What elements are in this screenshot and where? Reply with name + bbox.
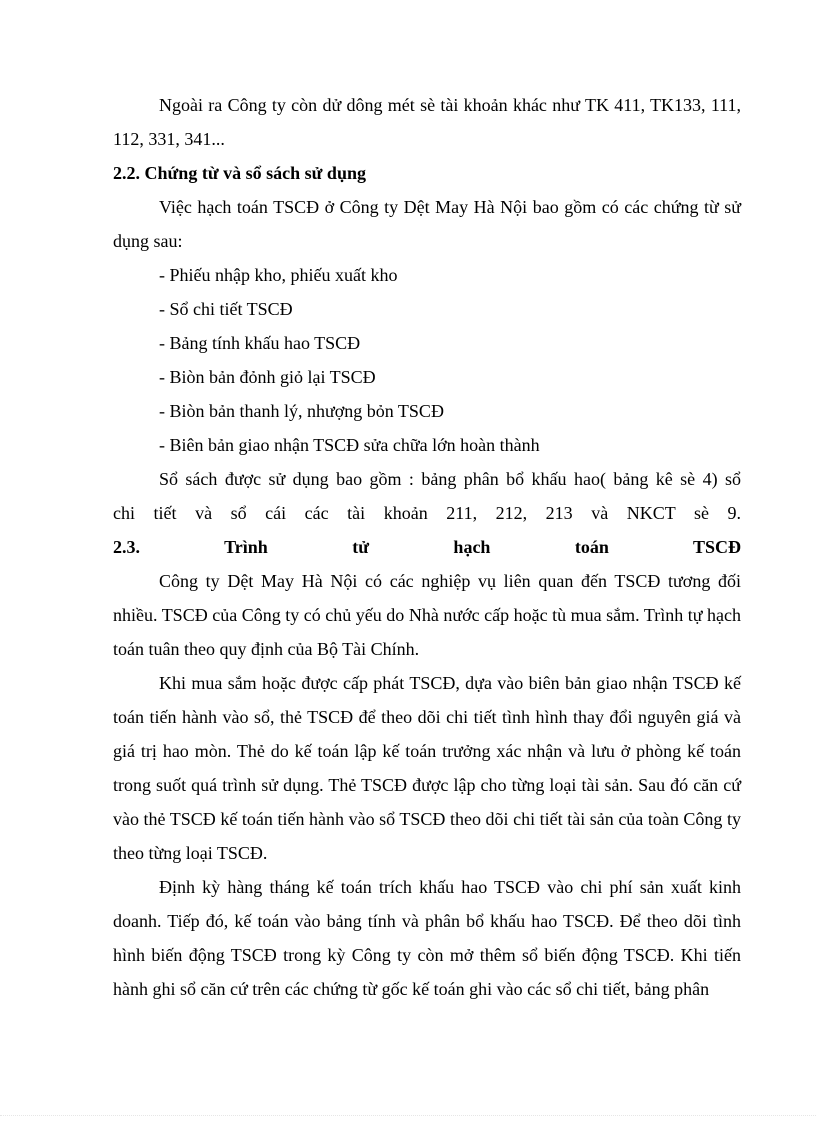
paragraph-2: Khi mua sắm hoặc được cấp phát TSCĐ, dựa vào biên bản giao nhận TSCĐ kế toán tiến hành vào sổ, thẻ TSCĐ để theo dõi chi tiết tình hình thay đổi nguyên giá và giá trị hao mòn. Thẻ do kế toán lập kế toán trưởng xác nhận và lưu ở phòng kế toán trong suốt quá trình sử dụng. Thẻ TSCĐ được lập cho từng loại tài sản. Sau đó căn cứ vào thẻ TSCĐ kế toán tiến hành vào sổ TSCĐ theo dõi chi tiết tài sản của toàn Công ty theo từng loại TSCĐ. [113, 673, 741, 863]
list-item: - Biòn bản thanh lý, nhượng bỏn TSCĐ [159, 401, 444, 421]
books-paragraph-line-2: chi tiết và sổ cái các tài khoản 211, 212, 213 và NKCT sè 9. [113, 503, 741, 523]
documents-list [113, 258, 741, 462]
paragraph-3: Định kỳ hàng tháng kế toán trích khấu hao TSCĐ vào chi phí sản xuất kinh doanh. Tiếp đó, kế toán vào bảng tính và phân bổ khấu hao TSCĐ. Để theo dõi tình hình biến động TSCĐ trong kỳ Công ty còn mở thêm sổ biến động TSCĐ. Khi tiến hành ghi sổ căn cứ trên các chứng từ gốc kế toán ghi vào các sổ chi tiết, bảng phân [113, 877, 741, 999]
section-heading-2-2: 2.2. Chứng từ và sổ sách sử dụng [113, 163, 366, 183]
list-item: - Biên bản giao nhận TSCĐ sửa chữa lớn hoàn thành [159, 435, 540, 455]
section-2-2-intro: Việc hạch toán TSCĐ ở Công ty Dệt May Hà Nội bao gồm có các chứng từ sử dụng sau: [113, 197, 741, 251]
document-page [113, 88, 741, 1006]
section-heading-2-3: 2.3. Trình tử hạch toán TSCĐ [113, 537, 741, 557]
list-item: - Biòn bản đỏnh giỏ lại TSCĐ [159, 367, 376, 387]
page-bottom-divider [0, 1115, 816, 1116]
intro-paragraph: Ngoài ra Công ty còn dử dông mét sè tài khoản khác như TK 411, TK133, 111, 112, 331, 341... [113, 95, 741, 149]
books-paragraph-line-1: Sổ sách được sử dụng bao gồm : bảng phân bổ khấu hao( bảng kê sè 4) sổ [159, 469, 741, 489]
list-item: - Sổ chi tiết TSCĐ [159, 299, 293, 319]
list-item: - Phiếu nhập kho, phiếu xuất kho [159, 265, 398, 285]
list-item: - Bảng tính khấu hao TSCĐ [159, 333, 361, 353]
paragraph-1: Công ty Dệt May Hà Nội có các nghiệp vụ liên quan đến TSCĐ tương đối nhiều. TSCĐ của Công ty có chủ yếu do Nhà nước cấp hoặc tù mua sắm. Trình tự hạch toán tuân theo quy định của Bộ Tài Chính. [113, 571, 741, 659]
